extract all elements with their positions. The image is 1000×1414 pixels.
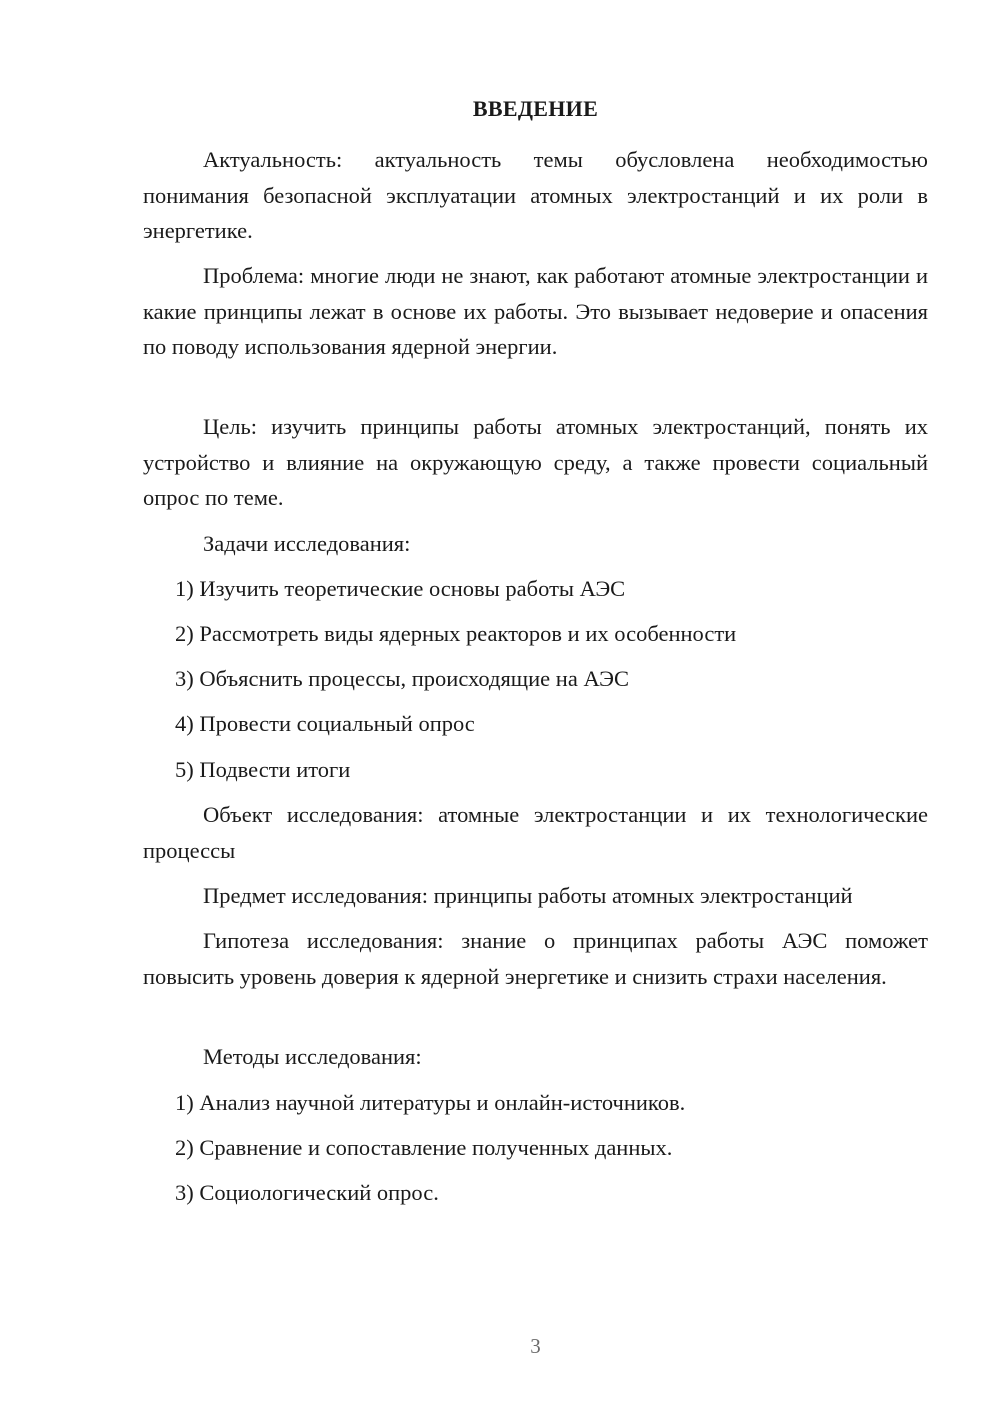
hypothesis-paragraph: Гипотеза исследования: знание о принципах работы АЭС поможет повысить уровень доверия к ядерной энергетике и снизить страхи населения. xyxy=(143,928,928,989)
methods-heading: Методы исследования: xyxy=(203,1044,422,1069)
page-title: ВВЕДЕНИЕ xyxy=(472,96,599,121)
relevance-paragraph: Актуальность: актуальность темы обусловлена необходимостью понимания безопасной эксплуатации атомных электростанций и их роли в энергетике. xyxy=(143,147,928,243)
subject-paragraph: Предмет исследования: принципы работы атомных электростанций xyxy=(203,883,853,908)
task-item: 2) Рассмотреть виды ядерных реакторов и их особенности xyxy=(175,621,737,646)
document-page xyxy=(143,0,928,1414)
page-number: 3 xyxy=(530,1334,541,1358)
method-item: 2) Сравнение и сопоставление полученных данных. xyxy=(175,1135,673,1160)
problem-paragraph: Проблема: многие люди не знают, как работают атомные электростанции и какие принципы лежат в основе их работы. Это вызывает недоверие и опасения по поводу использования ядерной энергии. xyxy=(143,263,928,359)
method-item: 1) Анализ научной литературы и онлайн-источников. xyxy=(175,1090,686,1115)
object-paragraph: Объект исследования: атомные электростанции и их технологические процессы xyxy=(143,802,928,863)
goal-paragraph: Цель: изучить принципы работы атомных электростанций, понять их устройство и влияние на окружающую среду, а также провести социальный опрос по теме. xyxy=(143,414,928,510)
task-item: 5) Подвести итоги xyxy=(175,757,351,782)
task-item: 1) Изучить теоретические основы работы АЭС xyxy=(175,576,626,601)
method-item: 3) Социологический опрос. xyxy=(175,1180,439,1205)
task-item: 3) Объяснить процессы, происходящие на АЭС xyxy=(175,666,629,691)
task-item: 4) Провести социальный опрос xyxy=(175,711,475,736)
tasks-heading: Задачи исследования: xyxy=(203,531,411,556)
